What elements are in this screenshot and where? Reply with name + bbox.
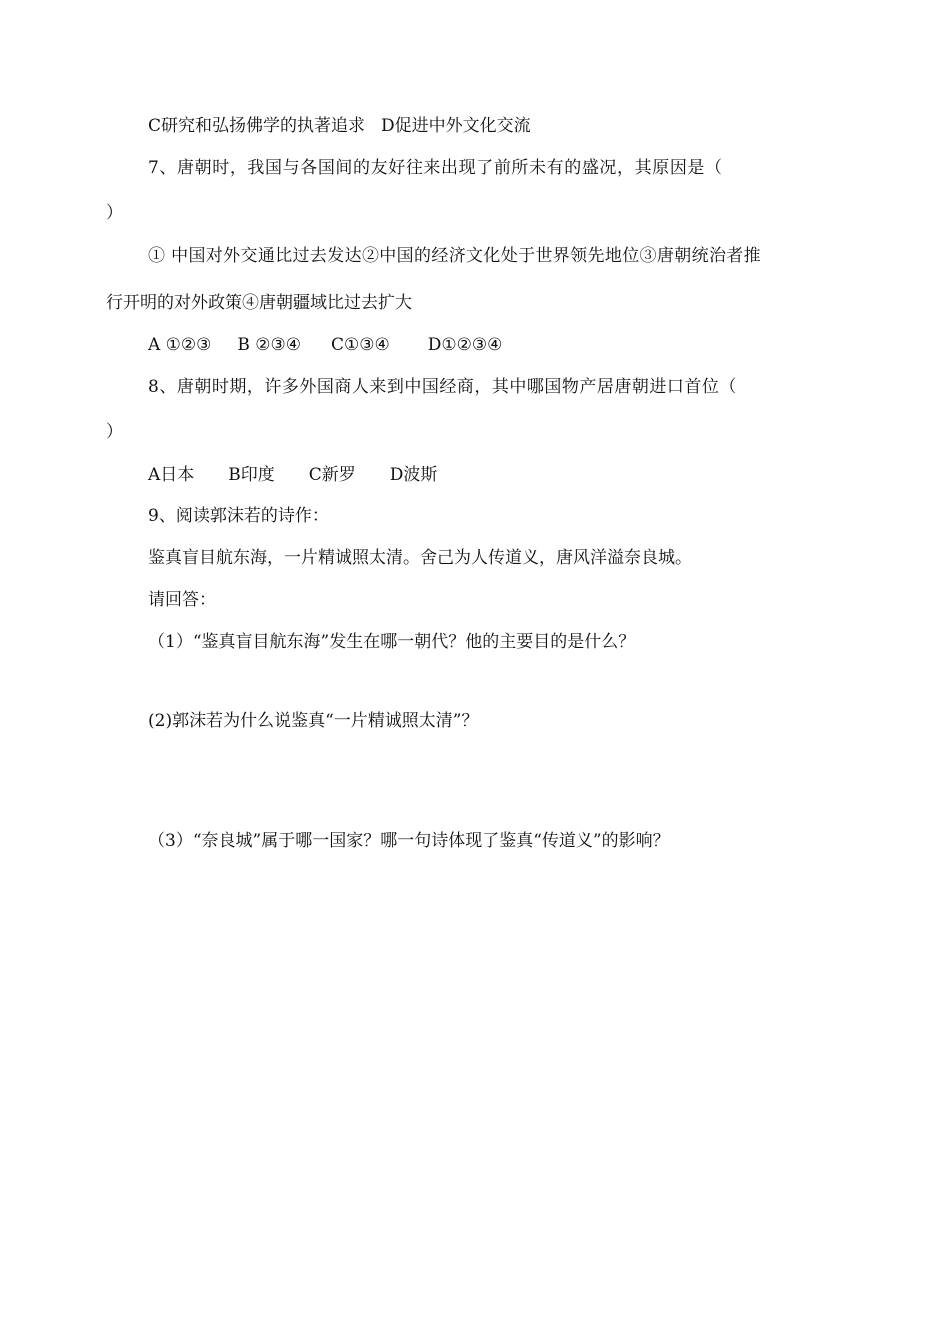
q8-options-line <box>148 463 437 487</box>
q7-stem: 7、唐朝时，我国与各国间的友好往来出现了前所未有的盛况，其原因是（ <box>148 158 723 178</box>
q9-sub-question-2: (2)郭沫若为什么说鉴真“一片精诚照太清”？ <box>148 711 479 731</box>
q8-stem-close: ） <box>106 422 123 442</box>
q8-stem: 8、唐朝时期，许多外国商人来到中国经商，其中哪国物产居唐朝进口首位（ <box>148 377 737 397</box>
q8-option-c: C新罗 <box>308 465 356 485</box>
q7-option-a: A ①②③ <box>148 335 212 355</box>
q8-option-b: B印度 <box>228 465 275 485</box>
q8-option-d: D波斯 <box>389 465 438 485</box>
q9-sub-question-3: （3）“奈良城”属于哪一国家？哪一句诗体现了鉴真“传道义”的影响？ <box>148 831 670 851</box>
q7-option-b: B ②③④ <box>237 335 302 355</box>
q7-items-line-2: 行开明的对外政策④唐朝疆域比过去扩大 <box>106 293 412 313</box>
q6-options-line <box>148 114 531 138</box>
q9-prompt: 请回答： <box>148 590 216 610</box>
q7-option-c: C①③④ <box>331 335 390 355</box>
q9-stem: 9、阅读郭沫若的诗作： <box>148 506 329 526</box>
q7-option-d: D①②③④ <box>427 335 503 355</box>
q9-poem: 鉴真盲目航东海，一片精诚照太清。舍己为人传道义，唐风洋溢奈良城。 <box>148 548 692 568</box>
q7-options-line <box>148 333 502 357</box>
q9-sub-question-1: （1）“鉴真盲目航东海”发生在哪一朝代？他的主要目的是什么？ <box>148 632 636 652</box>
q7-items-line-1: ① 中国对外交通比过去发达②中国的经济文化处于世界领先地位③唐朝统治者推 <box>148 246 762 266</box>
q6-option-d: D促进中外文化交流 <box>381 116 531 136</box>
q7-stem-close: ） <box>106 203 123 223</box>
q8-option-a: A日本 <box>148 465 195 485</box>
q6-option-c: C研究和弘扬佛学的执著追求 <box>148 116 366 136</box>
